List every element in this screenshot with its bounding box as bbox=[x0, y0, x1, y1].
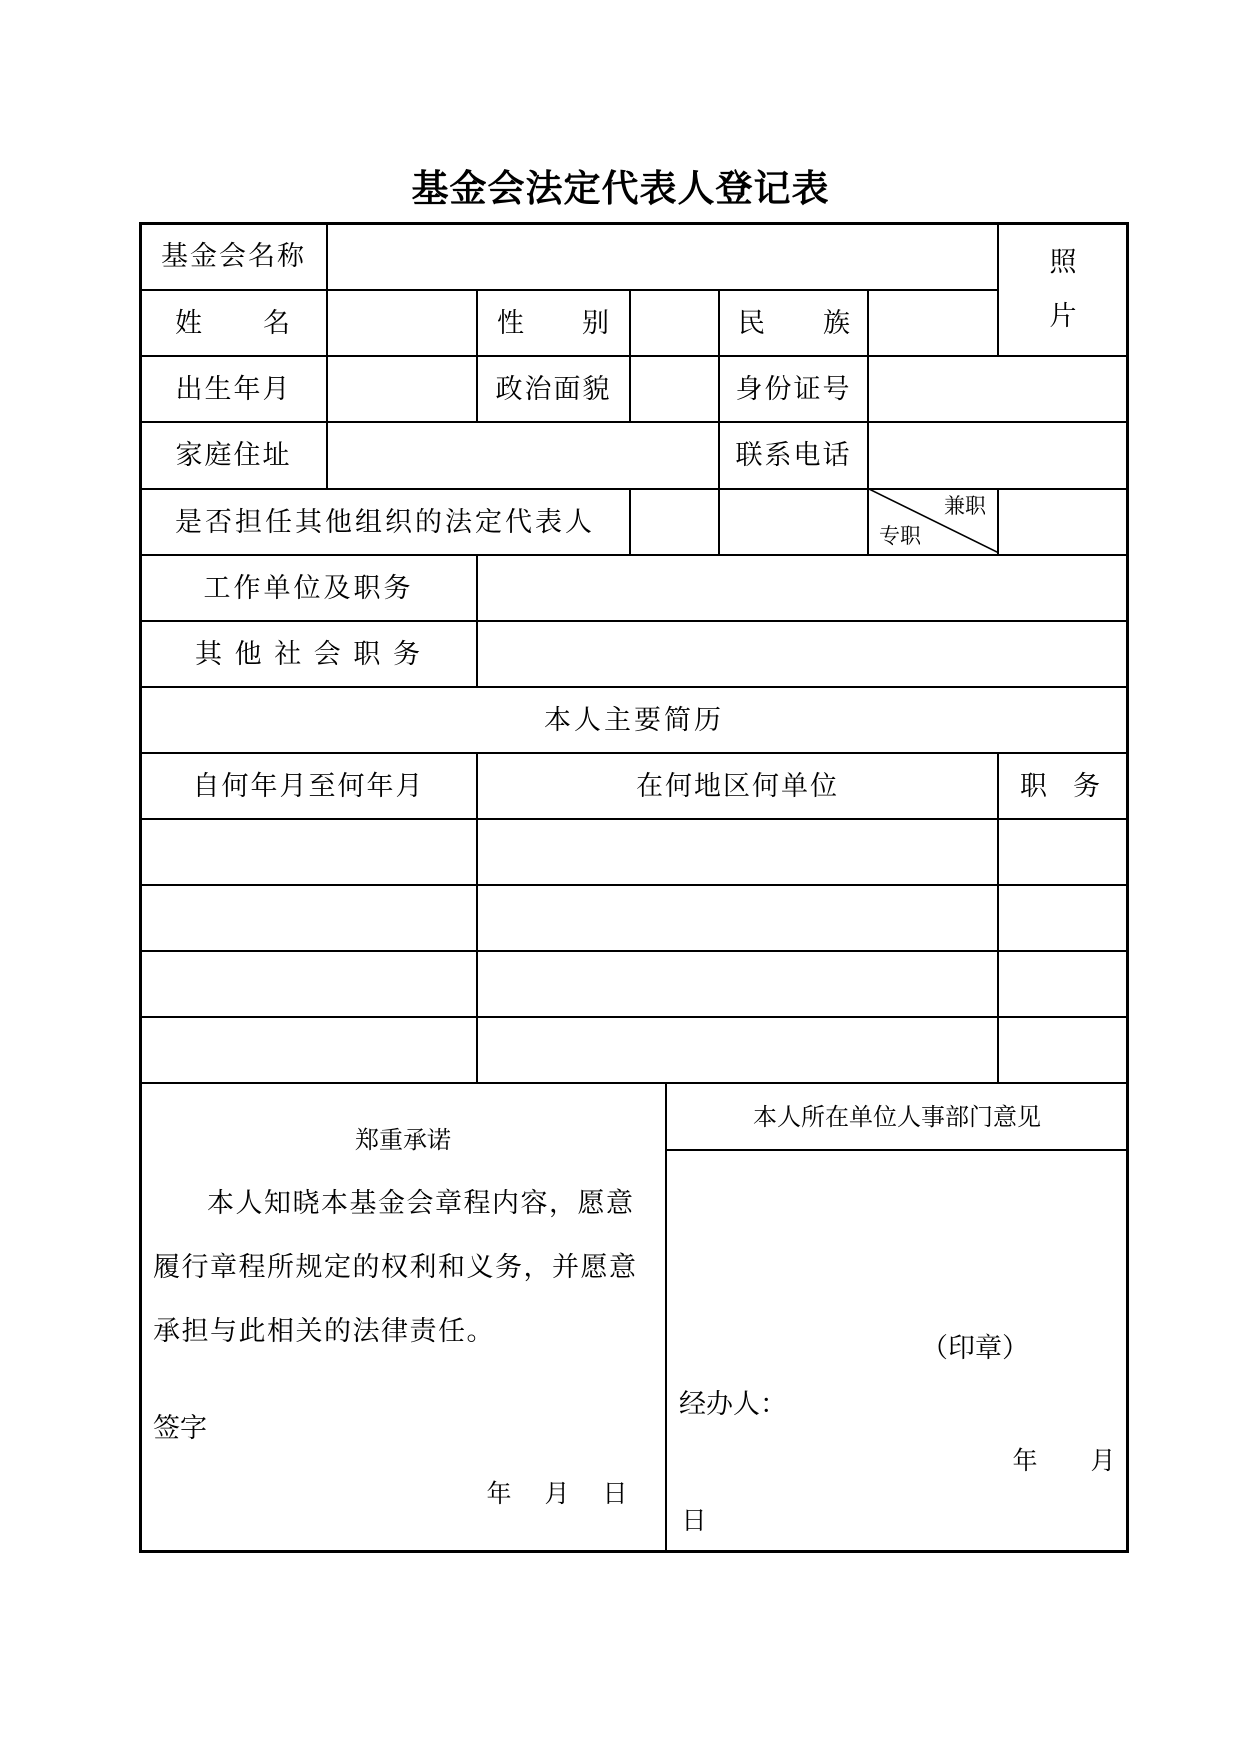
resume-section-title: 本人主要简历 bbox=[544, 704, 724, 736]
hr-date-year: 年 bbox=[1012, 1445, 1038, 1475]
ethnicity-char: 民 bbox=[738, 307, 765, 339]
pledge-text: 本人知晓本基金会章程内容，愿意履行章程所规定的权利和义务，并愿意承担与此相关的法律责任。 bbox=[153, 1188, 638, 1347]
name-char: 名 bbox=[263, 307, 290, 339]
address-label: 家庭住址 bbox=[175, 440, 292, 471]
hr-opinion-title: 本人所在单位人事部门意见 bbox=[753, 1102, 1041, 1131]
pledge-title: 郑重承诺 bbox=[355, 1126, 451, 1154]
col-divider bbox=[665, 1082, 667, 1553]
duty-char: 职 bbox=[1020, 770, 1047, 802]
duty-char: 务 bbox=[1073, 770, 1100, 802]
photo-char: 片 bbox=[1049, 300, 1077, 332]
col-divider bbox=[629, 488, 631, 554]
gender-char: 别 bbox=[582, 307, 609, 339]
page-title: 基金会法定代表人登记表 bbox=[411, 167, 830, 210]
social-roles-label: 其 他 社 会 职 务 bbox=[195, 638, 422, 670]
col-divider bbox=[718, 289, 720, 554]
full-time-label: 专职 bbox=[879, 523, 921, 548]
workplace-label: 工作单位及职务 bbox=[203, 572, 414, 604]
ethnicity-char: 族 bbox=[823, 307, 850, 339]
other-legal-rep-label: 是否担任其他组织的法定代表人 bbox=[175, 506, 595, 538]
handler-label: 经办人： bbox=[679, 1388, 787, 1420]
col-divider bbox=[326, 222, 328, 488]
pledge-date-year: 年 bbox=[486, 1478, 512, 1508]
ethnicity-label bbox=[738, 291, 850, 355]
row-divider bbox=[139, 818, 1129, 820]
birth-label: 出生年月 bbox=[175, 373, 292, 405]
part-time-label: 兼职 bbox=[944, 493, 986, 518]
row-divider bbox=[139, 884, 1129, 886]
row-divider bbox=[139, 950, 1129, 952]
col-divider bbox=[997, 752, 999, 1082]
hr-date-day: 日 bbox=[681, 1505, 707, 1535]
name-label bbox=[175, 291, 290, 355]
phone-label: 联系电话 bbox=[735, 440, 852, 471]
id-number-label: 身份证号 bbox=[735, 373, 852, 405]
row-divider bbox=[139, 1016, 1129, 1018]
signature-label: 签字 bbox=[153, 1412, 207, 1444]
hr-date-month: 月 bbox=[1090, 1445, 1116, 1475]
pledge-date-month: 月 bbox=[544, 1478, 570, 1508]
foundation-name-label: 基金会名称 bbox=[161, 241, 306, 272]
col-divider bbox=[476, 554, 478, 686]
political-label: 政治面貌 bbox=[495, 373, 612, 405]
photo-char: 照 bbox=[1049, 247, 1077, 279]
resume-col-period: 自何年月至何年月 bbox=[192, 770, 425, 802]
col-divider bbox=[629, 289, 631, 421]
gender-char: 性 bbox=[497, 307, 524, 339]
row-divider bbox=[666, 1149, 1129, 1151]
resume-col-duty bbox=[1020, 754, 1100, 818]
pledge-date-day: 日 bbox=[602, 1478, 628, 1508]
photo-label bbox=[999, 224, 1127, 355]
seal-label: （印章） bbox=[921, 1332, 1029, 1364]
name-char: 姓 bbox=[175, 307, 202, 339]
gender-label bbox=[497, 291, 609, 355]
resume-col-place: 在何地区何单位 bbox=[636, 770, 839, 802]
